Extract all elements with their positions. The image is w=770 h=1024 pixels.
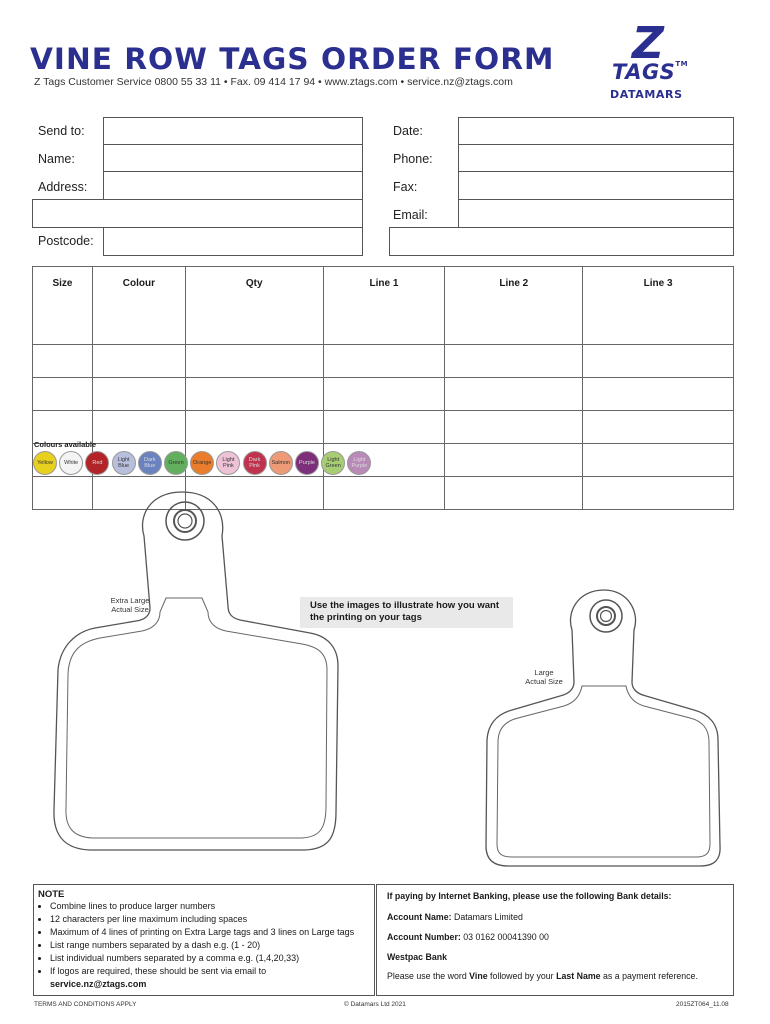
bank-name: Westpac Bank: [387, 952, 447, 962]
table-row: [33, 378, 734, 411]
colour-swatch-red: Red: [85, 451, 109, 475]
note-item: • List range numbers separated by a dash e.g. (1 - 20): [50, 939, 370, 952]
send-to-label: Send to:: [38, 124, 85, 138]
copyright-text: © Datamars Ltd 2021: [344, 1001, 406, 1008]
note-box: [33, 884, 375, 996]
table-cell[interactable]: [445, 477, 583, 510]
note-item: • List individual numbers separated by a comma e.g. (1,4,20,33): [50, 952, 370, 965]
table-cell[interactable]: [185, 378, 323, 411]
colour-swatch-salmon: Salmon: [269, 451, 293, 475]
note-list: [38, 900, 370, 991]
table-cell[interactable]: [583, 411, 734, 444]
email-field-2[interactable]: [389, 227, 734, 256]
table-cell[interactable]: [583, 477, 734, 510]
table-cell[interactable]: [323, 477, 445, 510]
logo-company: DATAMARS: [610, 88, 683, 101]
table-cell[interactable]: [445, 444, 583, 477]
name-label: Name:: [38, 152, 75, 166]
xl-tag-label: Extra Large Actual Size: [110, 596, 150, 614]
date-label: Date:: [393, 124, 423, 138]
address-field-1[interactable]: [103, 171, 363, 200]
phone-label: Phone:: [393, 152, 433, 166]
colour-swatch-light-blue: Light Blue: [112, 451, 136, 475]
postcode-field[interactable]: [103, 227, 363, 256]
terms-text[interactable]: TERMS AND CONDITIONS APPLY: [34, 1001, 137, 1008]
document-code: 2015ZT064_11.08: [676, 1001, 729, 1008]
large-tag-label: Large Actual Size: [525, 668, 563, 686]
note-item: • Combine lines to produce larger numbers: [50, 900, 370, 913]
form-title: VINE ROW TAGS ORDER FORM: [30, 42, 555, 76]
table-cell[interactable]: [583, 444, 734, 477]
table-cell[interactable]: [445, 411, 583, 444]
header-line-2: Line 2: [445, 267, 583, 345]
logo-mark: Z: [632, 18, 664, 69]
header-colour: Colour: [92, 267, 185, 345]
table-cell[interactable]: [185, 411, 323, 444]
table-cell[interactable]: [33, 378, 93, 411]
table-cell[interactable]: [92, 378, 185, 411]
colour-swatch-light-pink: Light Pink: [216, 451, 240, 475]
bank-heading: If paying by Internet Banking, please use the following Bank details:: [387, 891, 672, 901]
account-number-row: Account Number: 03 0162 00041390 00: [387, 932, 549, 942]
table-cell[interactable]: [323, 411, 445, 444]
colour-swatch-dark-pink: Dark Pink: [243, 451, 267, 475]
table-cell[interactable]: [323, 345, 445, 378]
colour-swatch-green: Green: [164, 451, 188, 475]
table-row: [33, 411, 734, 444]
colour-swatch-light-green: Light Green: [321, 451, 345, 475]
note-email[interactable]: service.nz@ztags.com: [50, 979, 147, 989]
colour-swatch-yellow: Yellow: [33, 451, 57, 475]
logo-brand: TAGS™: [612, 60, 689, 84]
note-item: • Maximum of 4 lines of printing on Extra Large tags and 3 lines on Large tags: [50, 926, 370, 939]
table-cell[interactable]: [185, 345, 323, 378]
account-name-row: Account Name: Datamars Limited: [387, 912, 523, 922]
header-line-3: Line 3: [583, 267, 734, 345]
contact-line: Z Tags Customer Service 0800 55 33 11 • Fax. 09 414 17 94 • www.ztags.com • service.nz@ztags.com: [34, 76, 513, 88]
tag-instructions-callout: Use the images to illustrate how you want the printing on your tags: [300, 597, 513, 628]
phone-field[interactable]: [458, 144, 734, 172]
table-cell[interactable]: [583, 345, 734, 378]
table-cell[interactable]: [92, 345, 185, 378]
fax-field[interactable]: [458, 171, 734, 200]
header-qty: Qty: [185, 267, 323, 345]
table-row: [33, 345, 734, 378]
table-cell[interactable]: [33, 345, 93, 378]
email-label: Email:: [393, 208, 428, 222]
send-to-field[interactable]: [103, 117, 363, 145]
colour-swatch-orange: Orange: [190, 451, 214, 475]
address-label: Address:: [38, 180, 88, 194]
colour-swatch-light-purple: Light Purple: [347, 451, 371, 475]
header-line-1: Line 1: [323, 267, 445, 345]
order-table: [32, 266, 734, 510]
table-cell[interactable]: [323, 378, 445, 411]
table-cell[interactable]: [445, 345, 583, 378]
colour-swatch-dark-blue: Dark Blue: [138, 451, 162, 475]
address-field-2[interactable]: [32, 199, 363, 228]
name-field[interactable]: [103, 144, 363, 172]
bank-details-box: [376, 884, 734, 996]
table-cell[interactable]: [33, 411, 93, 444]
email-field-1[interactable]: [458, 199, 734, 228]
colour-swatch-purple: Purple: [295, 451, 319, 475]
payment-reference: Please use the word Vine followed by your Last Name as a payment reference.: [387, 971, 698, 981]
header-size: Size: [33, 267, 93, 345]
table-header-row: [33, 267, 734, 345]
date-field[interactable]: [458, 117, 734, 145]
colours-label: Colours available: [34, 440, 97, 449]
note-item: • If logos are required, these should be sent via email to service.nz@ztags.com: [50, 965, 370, 991]
large-tag-outline: [478, 586, 738, 870]
ztags-logo: [604, 18, 714, 102]
note-item: • 12 characters per line maximum including spaces: [50, 913, 370, 926]
table-cell[interactable]: [583, 378, 734, 411]
extra-large-tag-outline: [40, 488, 340, 868]
table-cell[interactable]: [92, 411, 185, 444]
colour-swatch-white: White: [59, 451, 83, 475]
postcode-label: Postcode:: [38, 234, 94, 248]
note-title: NOTE: [38, 889, 65, 900]
fax-label: Fax:: [393, 180, 418, 194]
table-cell[interactable]: [445, 378, 583, 411]
